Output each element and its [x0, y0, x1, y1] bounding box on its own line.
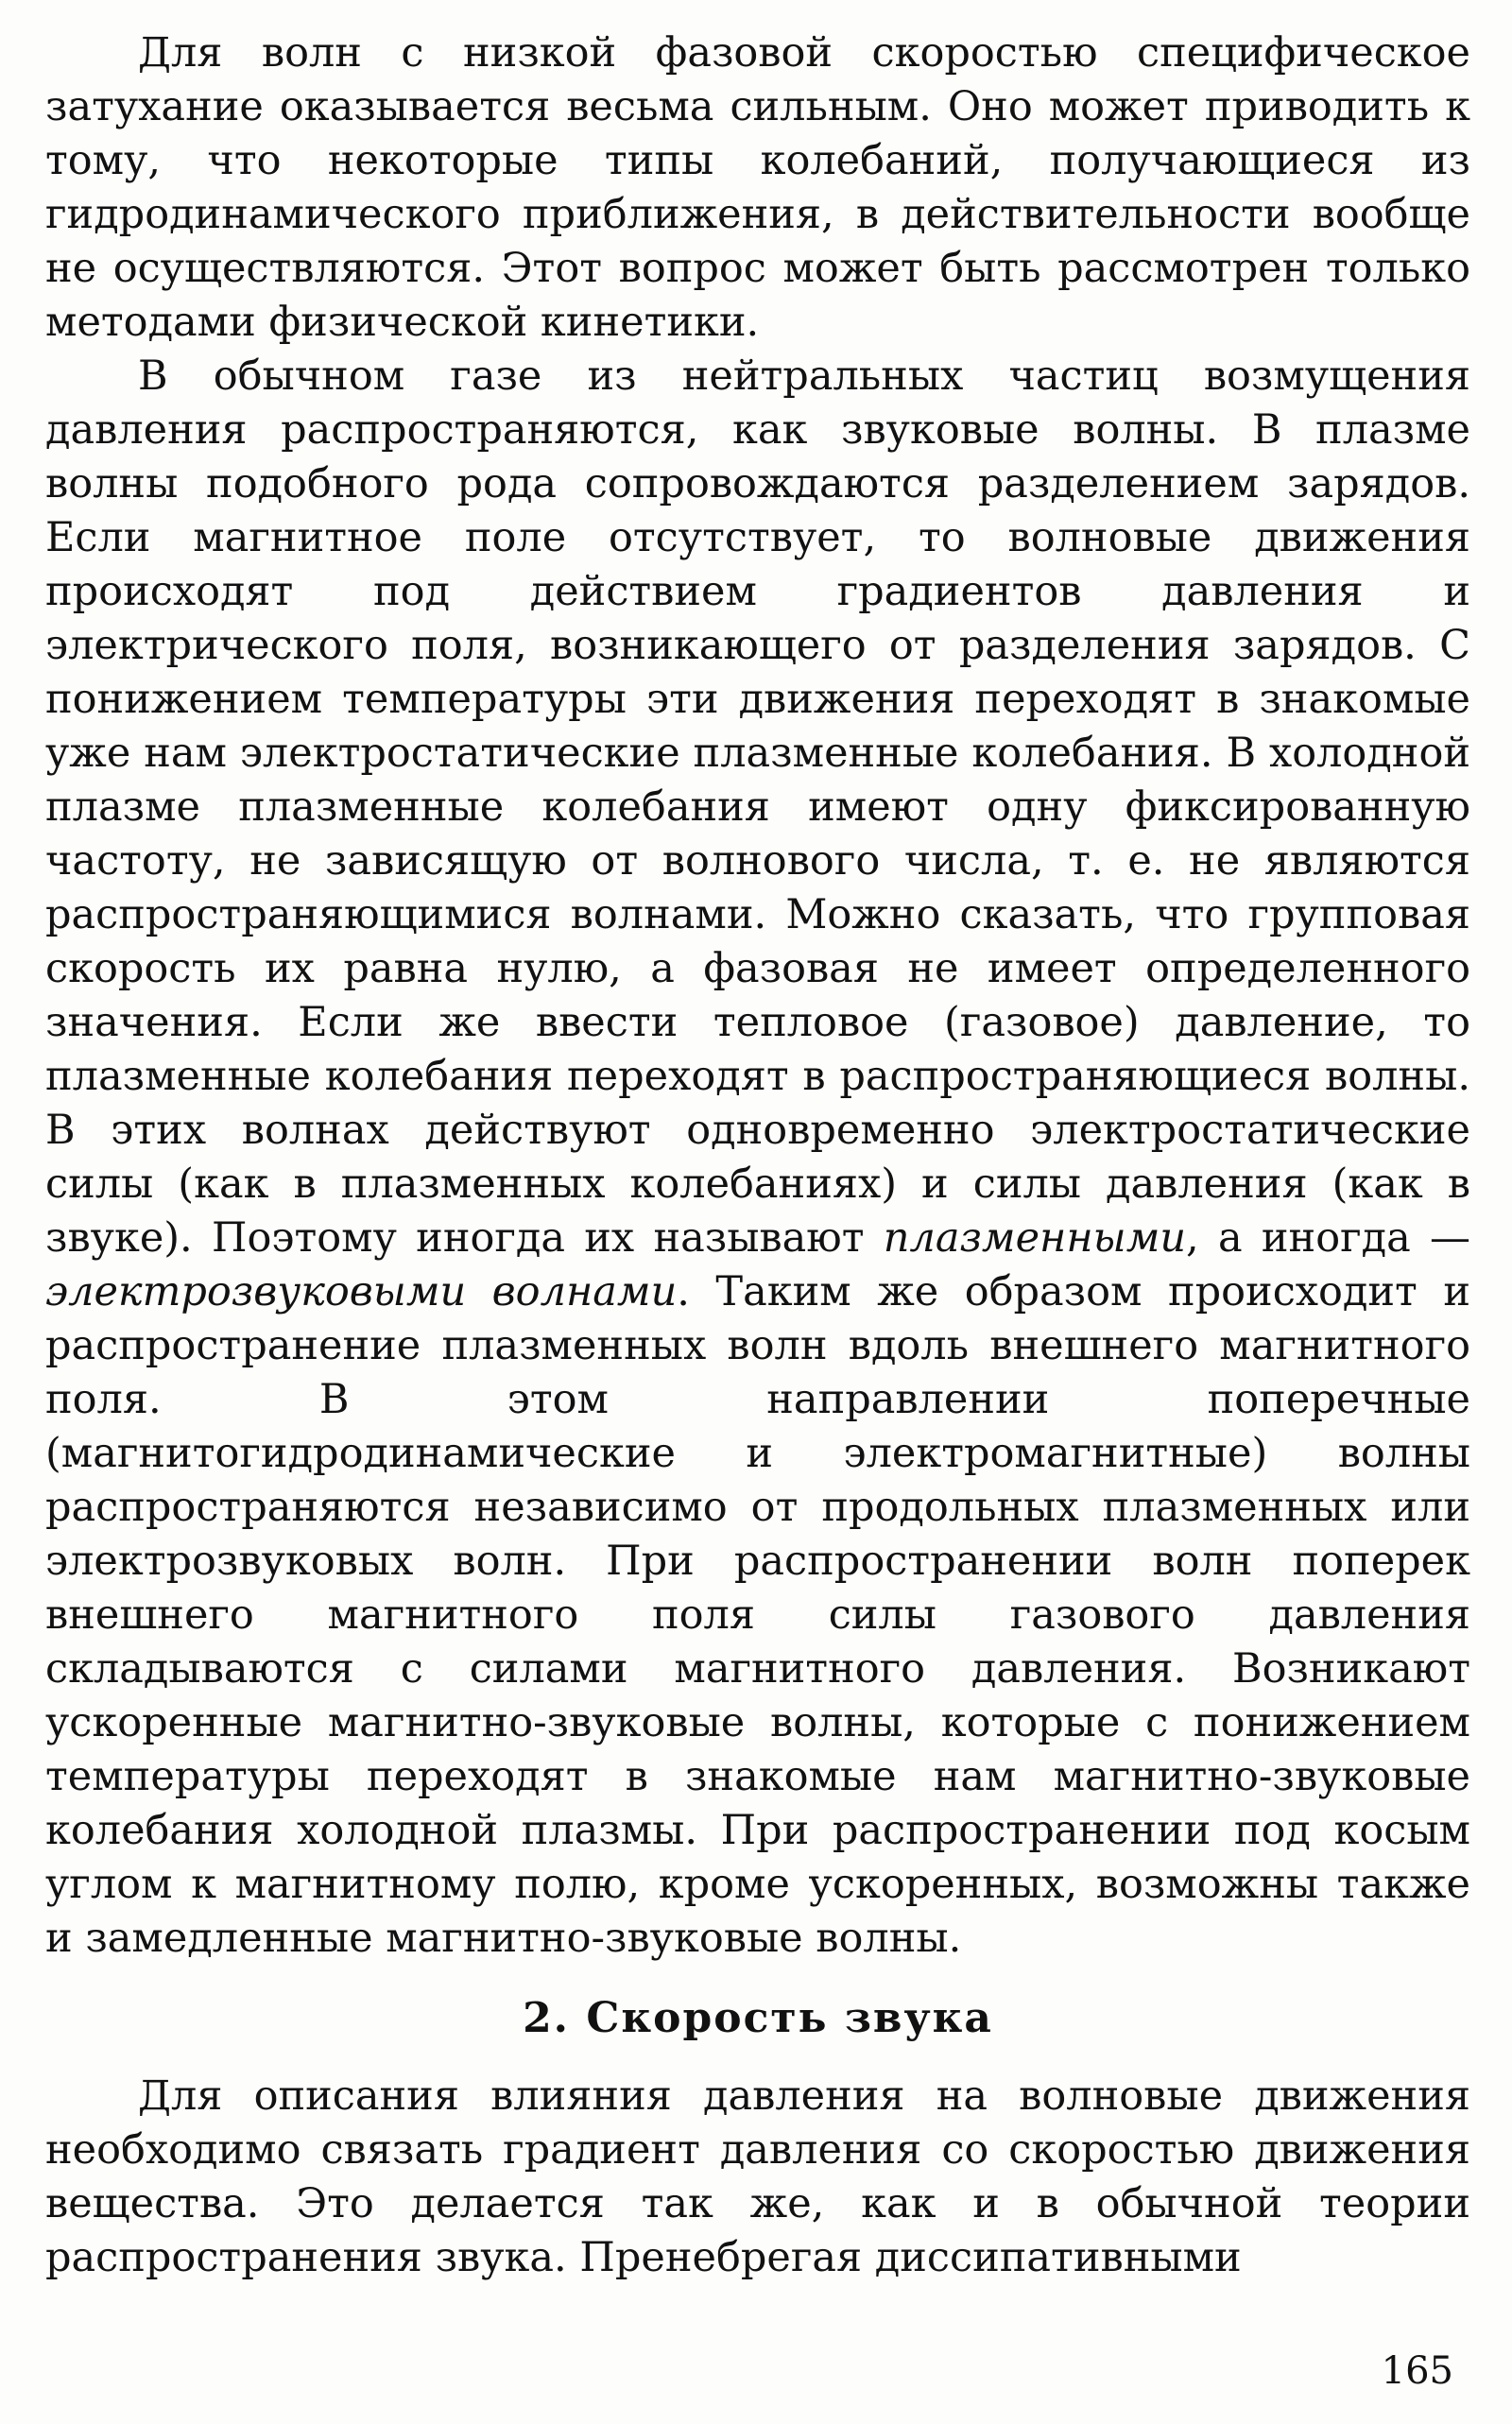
section-number: 2. [523, 1994, 570, 2042]
paragraph-text-part-3: . Таким же образом происходит и распространение плазменных волн вдоль внешнего магнитного поля. В этом направлении поперечные (магнитогидродинамические и электромагнитные) волны распространяются независимо от продольных плазменных или электрозвуковых волн. При распространении волн поперек внешнего магнитного поля силы газового давления складываются с силами магнитного давления. Возникают ускоренные магнитно-звуковые волны, которые с понижением температуры переходят в знакомые нам магнитно-звуковые колебания холодной плазмы. При распространении под косым углом к магнитному полю, кроме ускоренных, возможны также и замедленные магнитно-звуковые волны. [45, 1268, 1470, 1962]
paragraph-text-part-2: , а иногда — [1186, 1214, 1470, 1262]
page-number: 165 [1381, 2349, 1453, 2393]
paragraph-plasma-waves [45, 350, 1470, 1966]
section-title: Скорость звука [586, 1994, 993, 2042]
paragraph-damping: Для волн с низкой фазовой скоростью специфическое затухание оказывается весьма сильным. Оно может приводить к тому, что некоторые типы колебаний, получающиеся из гидродинамического приближения, в действительности вообще не осуществляются. Этот вопрос может быть рассмотрен только методами физической кинетики. [45, 29, 1470, 346]
section-heading [45, 1990, 1470, 2047]
term-plasma-waves: плазменными [883, 1214, 1187, 1262]
text-column [45, 26, 1470, 2285]
paragraph-sound-speed: Для описания влияния давления на волновые движения необходимо связать градиент давления со скоростью движения вещества. Это делается так же, как и в обычной теории распространения звука. Пренебрегая диссипативными [45, 2072, 1470, 2281]
paragraph-text-part-1: В обычном газе из нейтральных частиц возмущения давления распространяются, как звуковые волны. В плазме волны подобного рода сопровождаются разделением зарядов. Если магнитное поле отсутствует, то волновые движения происходят под действием градиентов давления и электрического поля, возникающего от разделения зарядов. С понижением температуры эти движения переходят в знакомые уже нам электростатические плазменные колебания. В холодной плазме плазменные колебания имеют одну фиксированную частоту, не зависящую от волнового числа, т. е. не являются распространяющимися волнами. Можно сказать, что групповая скорость их равна нулю, а фазовая не имеет определенного значения. Если же ввести тепловое (газовое) давление, то плазменные колебания переходят в распространяющиеся волны. В этих волнах действуют одновременно электростатические силы (как в плазменных колебаниях) и силы давления (как в звуке). Поэтому иногда их называют [45, 352, 1470, 1262]
term-electrosound-waves: электрозвуковыми волнами [45, 1268, 678, 1315]
